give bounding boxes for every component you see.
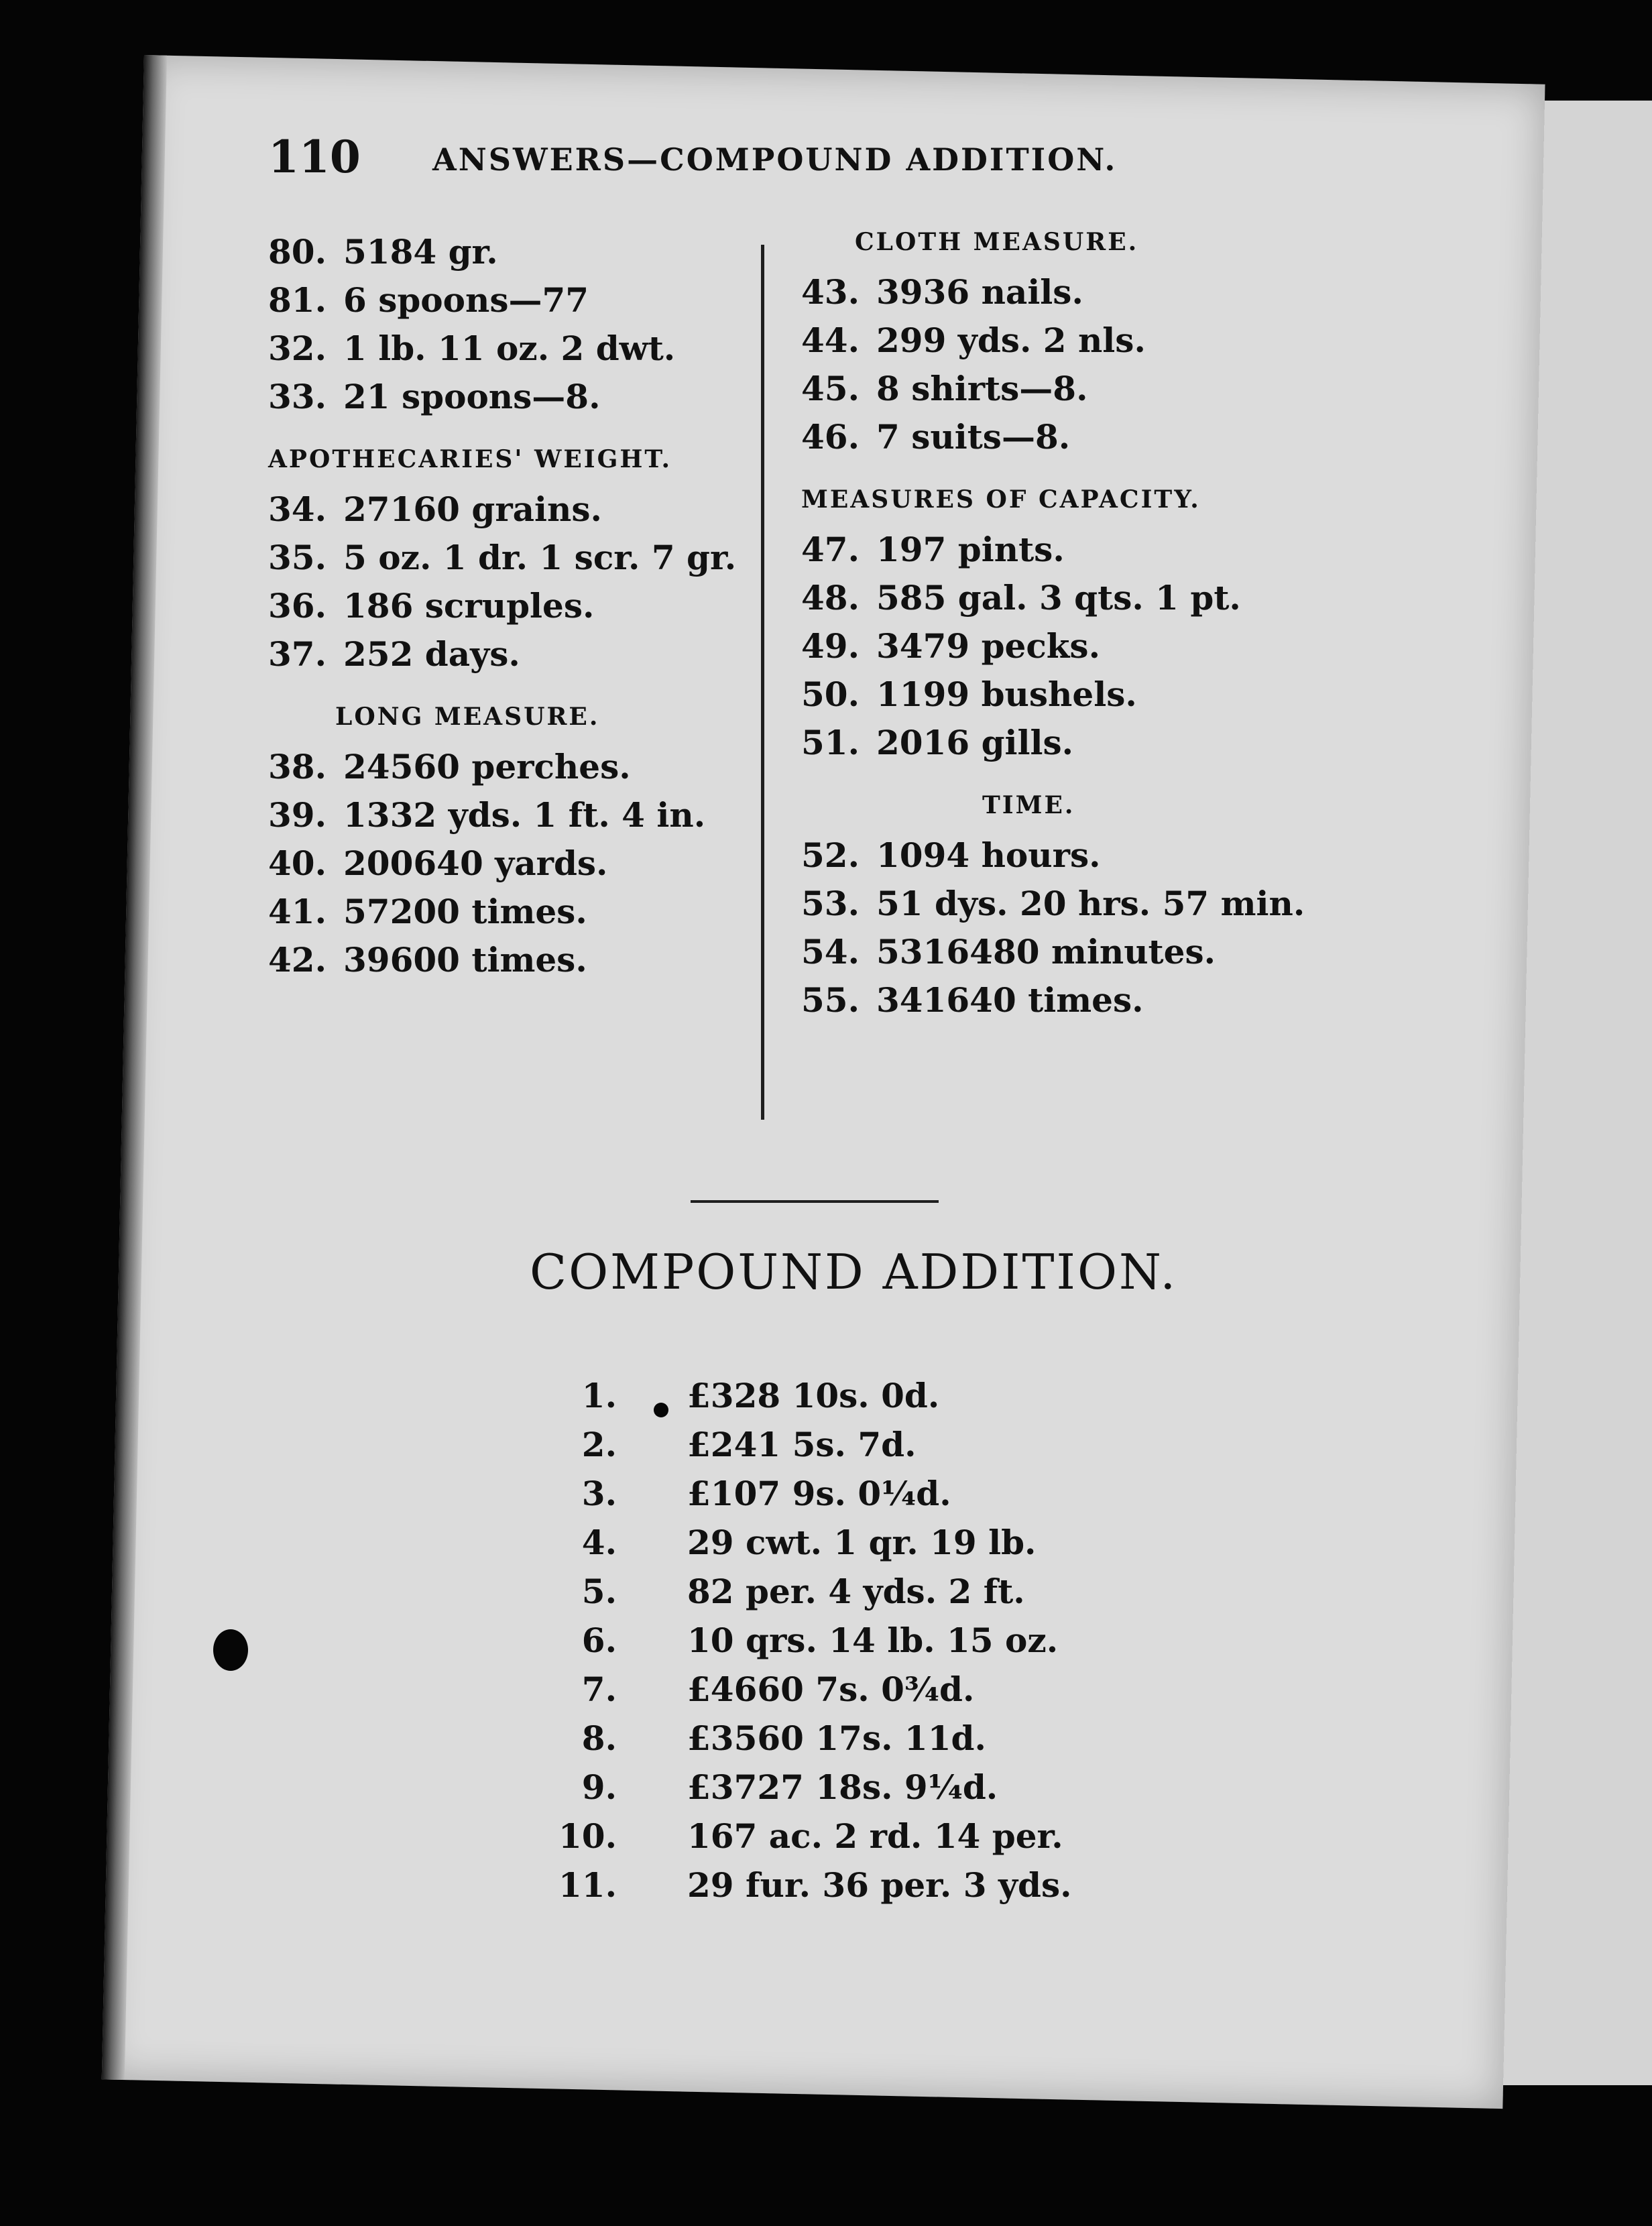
- answer-text: 51 dys. 20 hrs. 57 min.: [876, 884, 1305, 923]
- answer-number: 3.: [581, 1474, 617, 1513]
- answer-item: [268, 534, 805, 582]
- answer-number: 44.: [801, 320, 860, 360]
- answer-text: 27160 grains.: [343, 489, 602, 529]
- section-heading: CLOTH MEASURE.: [855, 228, 1139, 256]
- answer-item: [268, 630, 805, 679]
- answer-number: 5.: [581, 1572, 617, 1611]
- answer-item: [801, 526, 1338, 574]
- answer-item: [375, 1665, 1314, 1714]
- answer-item: [375, 1518, 1314, 1567]
- answer-list: [801, 831, 1338, 1024]
- answer-text: 186 scruples.: [343, 586, 595, 626]
- right-column: [801, 228, 1338, 1049]
- ink-blot: [213, 1629, 248, 1671]
- answer-text: 21 spoons—8.: [343, 377, 601, 416]
- answer-list: [801, 268, 1338, 461]
- answer-item: [801, 976, 1338, 1024]
- answer-number: 32.: [268, 329, 327, 368]
- header-title: ANSWERS—COMPOUND ADDITION.: [432, 141, 1118, 178]
- answer-text: 299 yds. 2 nls.: [876, 320, 1146, 360]
- answer-number: 10.: [558, 1816, 617, 1856]
- answer-text: 10 qrs. 14 lb. 15 oz.: [687, 1621, 1059, 1660]
- answer-number: 6.: [581, 1621, 617, 1660]
- answer-number: 4.: [581, 1523, 617, 1562]
- answer-number: 48.: [801, 578, 860, 618]
- answer-number: 54.: [801, 932, 860, 972]
- answer-item: [801, 880, 1338, 928]
- answer-text: 29 cwt. 1 qr. 19 lb.: [687, 1523, 1037, 1562]
- answer-list: [801, 526, 1338, 767]
- answer-text: 3936 nails.: [876, 272, 1083, 312]
- answer-number: 9.: [581, 1767, 617, 1807]
- answer-item: [268, 839, 805, 888]
- answer-item: [801, 413, 1338, 461]
- answer-item: [801, 622, 1338, 670]
- answer-number: 33.: [268, 377, 327, 416]
- answer-item: [375, 1812, 1314, 1861]
- answer-number: 35.: [268, 538, 327, 577]
- answer-item: [268, 228, 805, 276]
- answer-text: 197 pints.: [876, 530, 1065, 569]
- answer-text: 5316480 minutes.: [876, 932, 1216, 972]
- answer-number: 42.: [268, 940, 327, 980]
- ink-dot: [654, 1403, 668, 1417]
- answer-text: 5184 gr.: [343, 232, 498, 272]
- cloth-measure-section: [801, 228, 1338, 461]
- answer-number: 47.: [801, 530, 860, 569]
- answer-number: 38.: [268, 747, 327, 786]
- answer-list: [268, 743, 805, 984]
- answer-text: 341640 times.: [876, 980, 1144, 1020]
- answer-number: 39.: [268, 795, 327, 835]
- answer-item: [801, 268, 1338, 316]
- answer-item: [375, 1616, 1314, 1665]
- answer-text: 1 lb. 11 oz. 2 dwt.: [343, 329, 676, 368]
- answer-text: 29 fur. 36 per. 3 yds.: [687, 1865, 1072, 1905]
- answer-item: [268, 888, 805, 936]
- answer-item: [801, 574, 1338, 622]
- answer-text: 2016 gills.: [876, 723, 1074, 762]
- answer-number: 11.: [558, 1865, 617, 1905]
- answer-text: 1094 hours.: [876, 835, 1101, 875]
- answer-number: 37.: [268, 634, 327, 674]
- answer-item: [268, 791, 805, 839]
- answer-number: 36.: [268, 586, 327, 626]
- answer-item: [801, 831, 1338, 880]
- answer-text: 167 ac. 2 rd. 14 per.: [687, 1816, 1063, 1856]
- answer-number: 1.: [581, 1376, 617, 1415]
- answer-number: 53.: [801, 884, 860, 923]
- answer-item: [375, 1714, 1314, 1763]
- answer-text: 82 per. 4 yds. 2 ft.: [687, 1572, 1025, 1611]
- answer-item: [268, 485, 805, 534]
- answer-number: 50.: [801, 675, 860, 714]
- answer-text: £241 5s. 7d.: [687, 1425, 917, 1464]
- answer-item: [801, 719, 1338, 767]
- section-heading: TIME.: [982, 791, 1075, 819]
- answer-list: [268, 485, 805, 679]
- answer-text: 200640 yards.: [343, 843, 608, 883]
- answer-text: £107 9s. 0¼d.: [687, 1474, 951, 1513]
- answer-item: [268, 743, 805, 791]
- answer-item: [268, 936, 805, 984]
- answer-number: 41.: [268, 892, 327, 931]
- apothecaries-section: [268, 445, 805, 679]
- answer-number: 45.: [801, 369, 860, 408]
- answer-item: [268, 373, 805, 421]
- answer-text: 1199 bushels.: [876, 675, 1137, 714]
- answer-text: 39600 times.: [343, 940, 587, 980]
- answer-item: [268, 276, 805, 325]
- time-section: [801, 791, 1338, 1024]
- answer-number: 81.: [268, 280, 327, 320]
- long-measure-section: [268, 703, 805, 984]
- page-gutter: [102, 55, 167, 2080]
- answer-item: [375, 1567, 1314, 1616]
- running-header: [268, 131, 1314, 198]
- answer-text: 252 days.: [343, 634, 520, 674]
- answer-item: [375, 1469, 1314, 1518]
- answer-list: [268, 228, 805, 421]
- answer-text: 1332 yds. 1 ft. 4 in.: [343, 795, 706, 835]
- left-column: [268, 228, 805, 1008]
- answer-item: [375, 1763, 1314, 1812]
- answer-item: [801, 928, 1338, 976]
- answer-item: [268, 582, 805, 630]
- page-number: 110: [268, 131, 361, 183]
- section-heading: MEASURES OF CAPACITY.: [801, 485, 1201, 514]
- answer-text: 7 suits—8.: [876, 417, 1071, 457]
- answer-text: £3727 18s. 9¼d.: [687, 1767, 998, 1807]
- troy-weight-section: [268, 228, 805, 421]
- answer-number: 80.: [268, 232, 327, 272]
- answer-number: 2.: [581, 1425, 617, 1464]
- answer-item: [801, 670, 1338, 719]
- answer-text: 57200 times.: [343, 892, 587, 931]
- answer-number: 46.: [801, 417, 860, 457]
- compound-addition-title: COMPOUND ADDITION.: [530, 1244, 1178, 1300]
- capacity-section: [801, 485, 1338, 767]
- answer-text: 8 shirts—8.: [876, 369, 1088, 408]
- answer-text: £328 10s. 0d.: [687, 1376, 940, 1415]
- answer-number: 8.: [581, 1718, 617, 1758]
- answer-number: 55.: [801, 980, 860, 1020]
- answer-text: 585 gal. 3 qts. 1 pt.: [876, 578, 1241, 618]
- answer-number: 52.: [801, 835, 860, 875]
- section-rule: [691, 1200, 939, 1203]
- answer-number: 43.: [801, 272, 860, 312]
- answer-number: 7.: [581, 1670, 617, 1709]
- answer-text: 6 spoons—77: [343, 280, 589, 320]
- section-heading: APOTHECARIES' WEIGHT.: [268, 445, 672, 473]
- answer-item: [375, 1371, 1314, 1420]
- answer-number: 34.: [268, 489, 327, 529]
- answer-text: 3479 pecks.: [876, 626, 1100, 666]
- answer-item: [801, 316, 1338, 365]
- answer-number: 49.: [801, 626, 860, 666]
- answer-text: £4660 7s. 0¾d.: [687, 1670, 975, 1709]
- answer-item: [801, 365, 1338, 413]
- answer-number: 51.: [801, 723, 860, 762]
- compound-addition-list: [375, 1371, 1314, 1910]
- answer-item: [268, 325, 805, 373]
- answer-text: 24560 perches.: [343, 747, 631, 786]
- answer-text: 5 oz. 1 dr. 1 scr. 7 gr.: [343, 538, 737, 577]
- answer-item: [375, 1420, 1314, 1469]
- section-heading: LONG MEASURE.: [335, 703, 600, 731]
- answer-text: £3560 17s. 11d.: [687, 1718, 986, 1758]
- answer-item: [375, 1861, 1314, 1910]
- answer-number: 40.: [268, 843, 327, 883]
